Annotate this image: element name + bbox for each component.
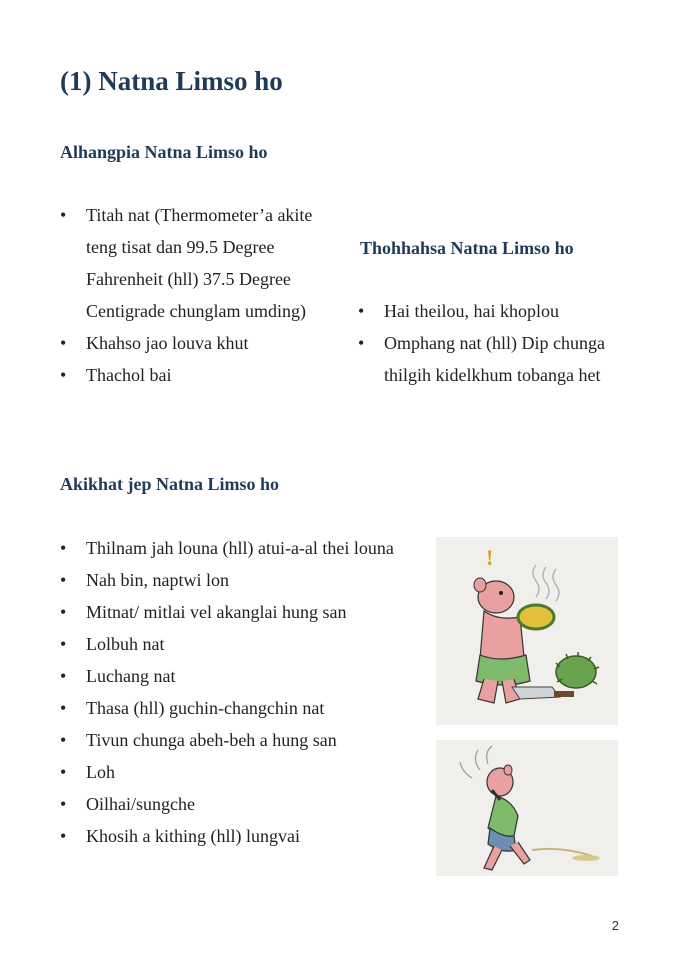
severe-symptoms-list [358,295,628,391]
list-item: • Khosih a kithing (hll) lungvai [60,820,400,852]
page-number: 2 [611,918,619,933]
other-symptoms-list [60,532,400,852]
list-item: • Hai theilou, hai khoplou [358,295,628,327]
list-item: • Titah nat (Thermometer’a akite teng tisat dan 99.5 Degree Fahrenheit (hll) 37.5 Degree Centigrade chunglam umding) [60,199,340,327]
list-item: • Luchang nat [60,660,400,692]
list-item: • Khahso jao louva khut [60,327,340,359]
durian-illustration [436,537,618,725]
early-symptoms-list [60,199,340,391]
list-item: • Omphang nat (hll) Dip chunga thilgih kidelkhum tobanga het [358,327,628,391]
list-item: • Mitnat/ mitlai vel akanglai hung san [60,596,400,628]
severe-symptoms-heading: Thohhahsa Natna Limso ho [360,238,574,258]
list-item: • Nah bin, naptwi lon [60,564,400,596]
list-item: • Thachol bai [60,359,340,391]
list-item: • Oilhai/sungche [60,788,400,820]
durian-illustration-svg [436,537,618,725]
sneezing-illustration-svg [436,740,618,876]
page-title: (1) Natna Limso ho [60,66,283,96]
list-item: • Loh [60,756,400,788]
list-item: • Tivun chunga abeh-beh a hung san [60,724,400,756]
list-item: • Lolbuh nat [60,628,400,660]
other-symptoms-heading: Akikhat jep Natna Limso ho [60,474,280,494]
early-symptoms-heading: Alhangpia Natna Limso ho [60,142,268,162]
sneezing-illustration [436,740,618,876]
list-item: • Thasa (hll) guchin-changchin nat [60,692,400,724]
list-item: • Thilnam jah louna (hll) atui-a-al thei louna [60,532,400,564]
exclamation-mark: ! [486,545,494,570]
